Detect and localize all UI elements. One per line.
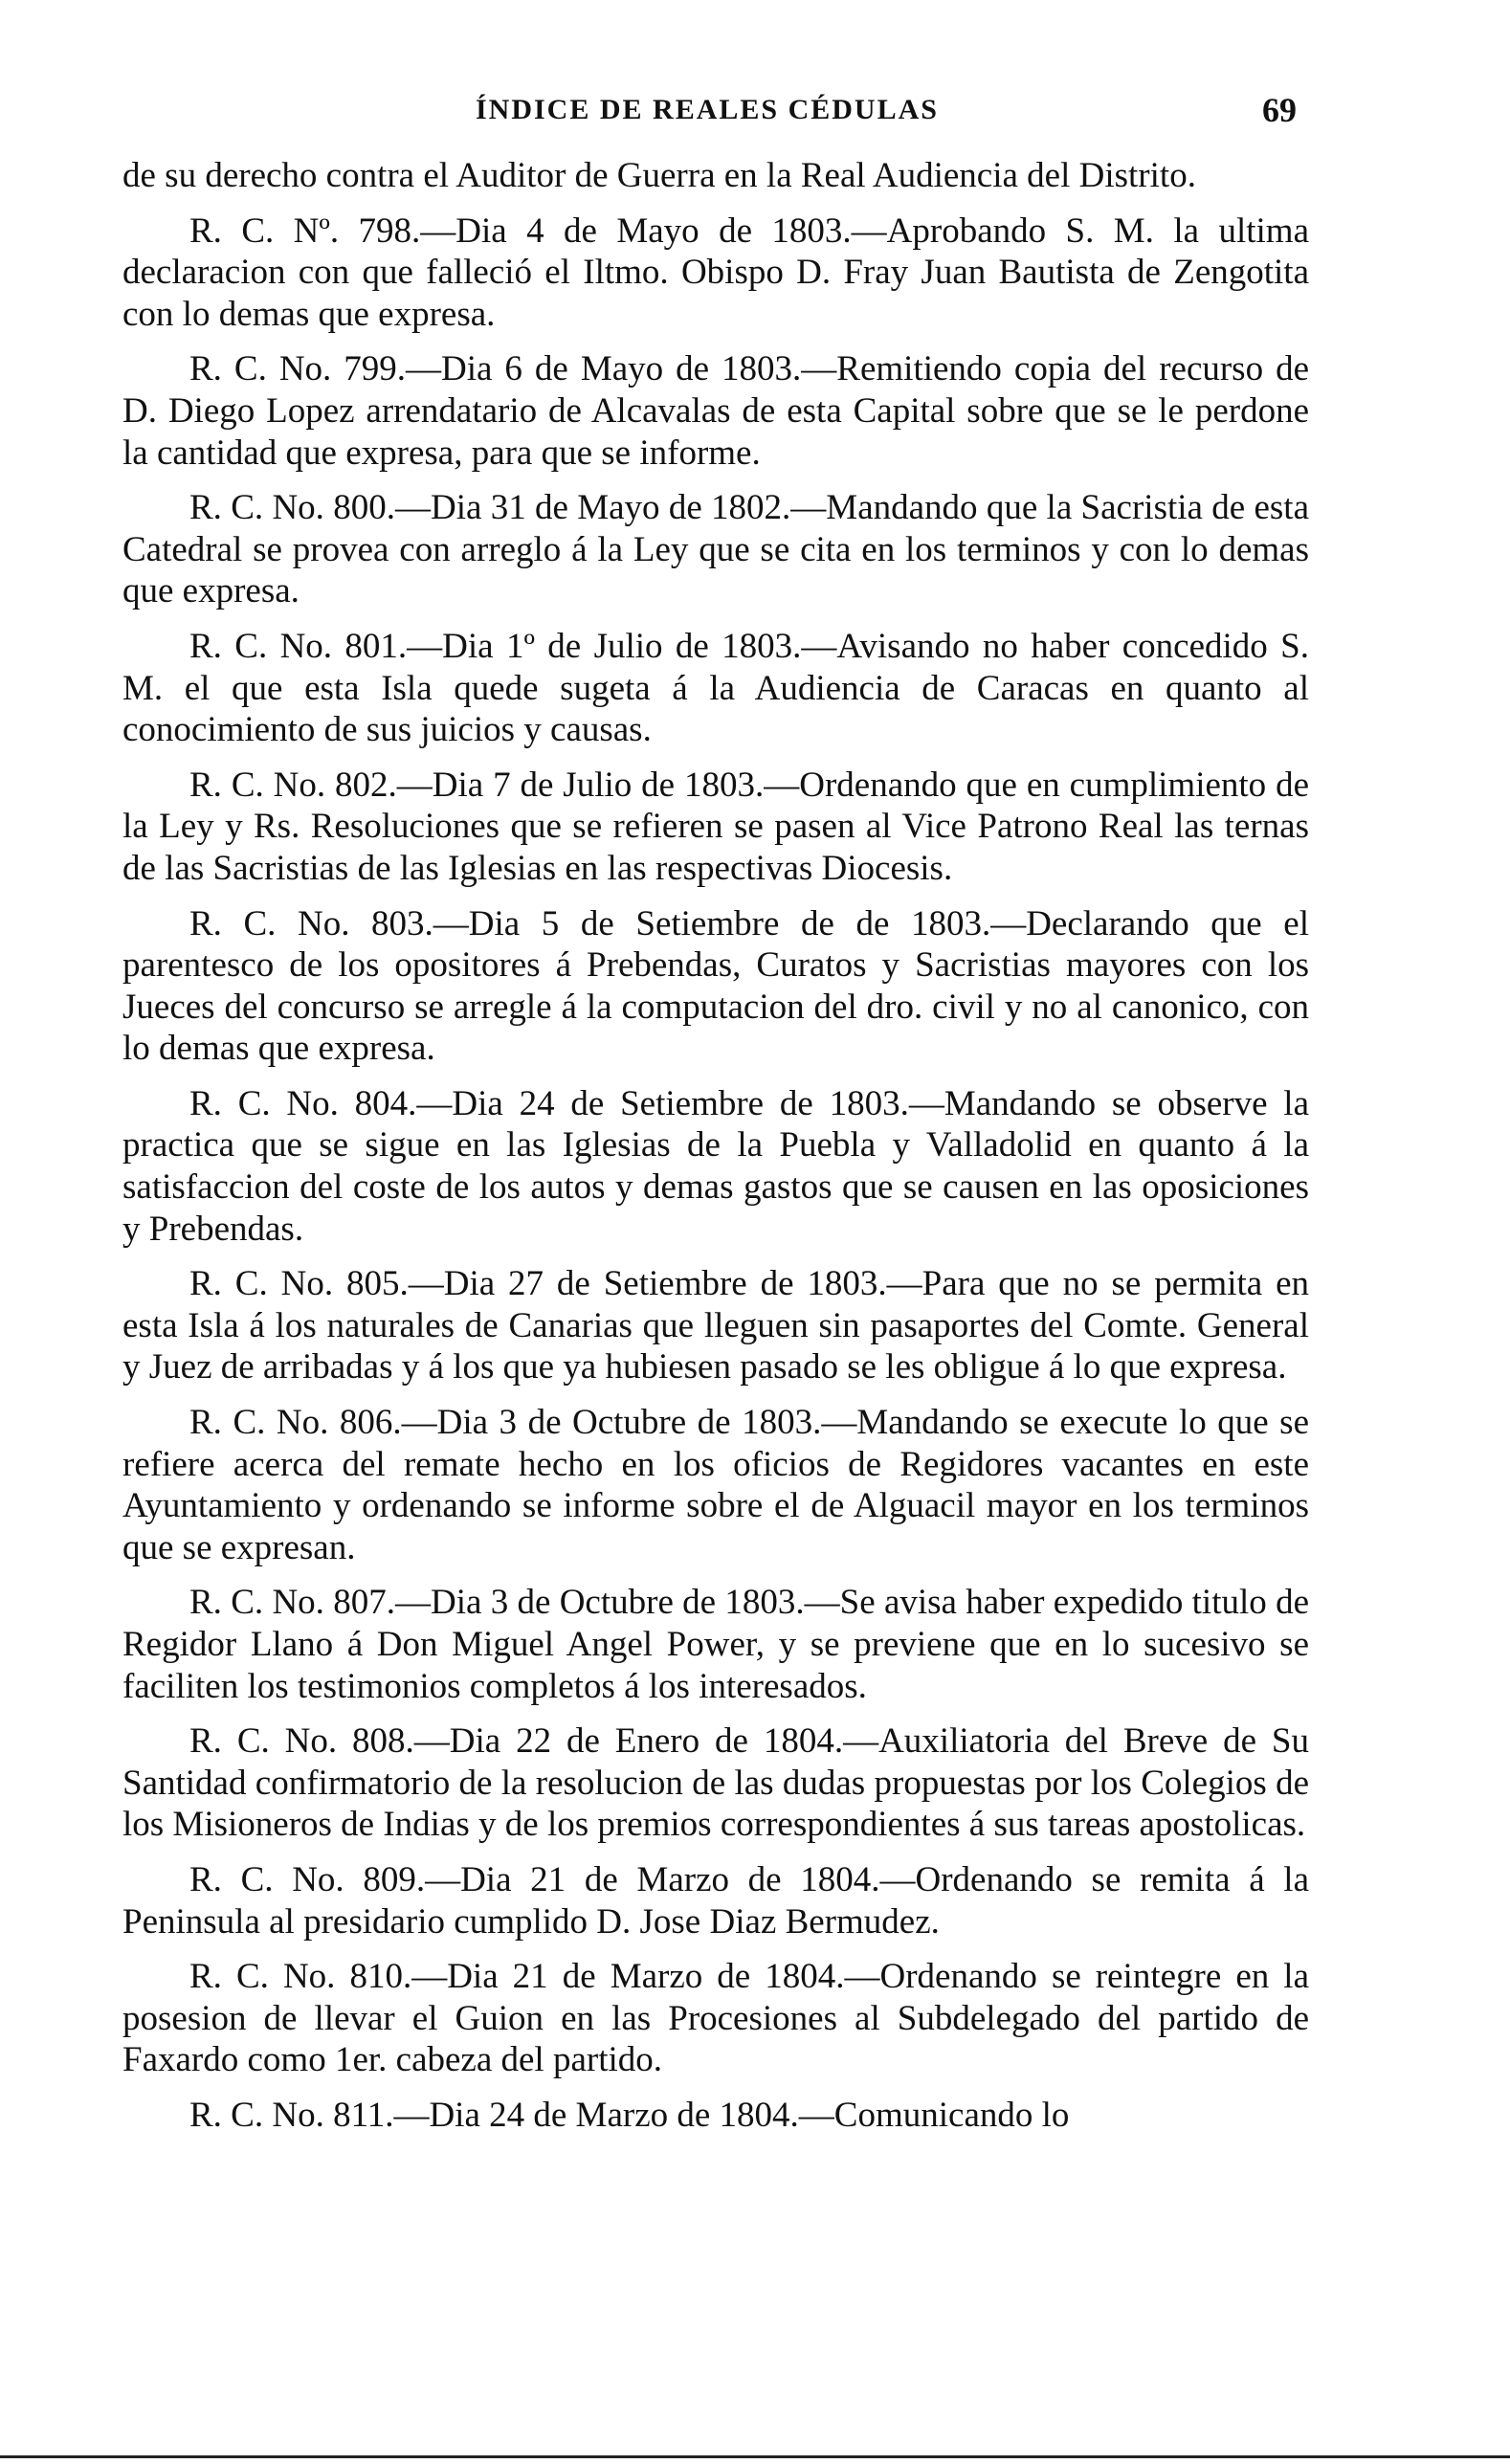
entry-798: R. C. Nº. 798.—Dia 4 de Mayo de 1803.—Aprobando S. M. la ultima declaracion con que falleció el Iltmo. Obispo D. Fray Juan Bautista de Zengotita con lo demas que expresa. [122,211,1309,334]
page-number: 69 [1262,91,1297,129]
entry-806: R. C. No. 806.—Dia 3 de Octubre de 1803.—Mandando se execute lo que se refiere acerca del remate hecho en los oficios de Regidores vacantes en este Ayuntamiento y ordenando se informe sobre el de Alguacil mayor en los terminos que se expresan. [122,1403,1309,1567]
running-title: ÍNDICE DE REALES CÉDULAS [476,94,939,125]
entry-805: R. C. No. 805.—Dia 27 de Setiembre de 1803.—Para que no se permita en esta Isla á los naturales de Canarias que lleguen sin pasaportes del Comte. General y Juez de arribadas y á los que ya hubiesen pasado se les obligue á lo que expresa. [122,1264,1309,1387]
entry-809: R. C. No. 809.—Dia 21 de Marzo de 1804.—Ordenando se remita á la Peninsula al presidario cumplido D. Jose Diaz Bermudez. [122,1859,1309,1942]
entry-811: R. C. No. 811.—Dia 24 de Marzo de 1804.—Comunicando lo [189,2095,1070,2135]
entry-808: R. C. No. 808.—Dia 22 de Enero de 1804.—Auxiliatoria del Breve de Su Santidad confirmatorio de la resolucion de las dudas propuestas por los Colegios de los Misioneros de Indias y de los premios correspondientes á sus tareas apostolicas. [122,1721,1309,1845]
page-header [120,91,1297,142]
bottom-rule [0,2455,1510,2458]
entry-803: R. C. No. 803.—Dia 5 de Setiembre de de 1803.—Declarando que el parentesco de los opositores á Prebendas, Curatos y Sacristias mayores con los Jueces del concurso se arregle á la computacion del dro. civil y no al canonico, con lo demas que expresa. [122,903,1309,1069]
paragraph-continuation: de su derecho contra el Auditor de Guerra en la Real Audiencia del Distrito. [122,156,1196,195]
entry-807: R. C. No. 807.—Dia 3 de Octubre de 1803.—Se avisa haber expedido titulo de Regidor Llano á Don Miguel Angel Power, y se previene que en lo sucesivo se faciliten los testimonios completos á los interesados. [122,1583,1309,1706]
entry-799: R. C. No. 799.—Dia 6 de Mayo de 1803.—Remitiendo copia del recurso de D. Diego Lopez arrendatario de Alcavalas de esta Capital sobre que se le perdone la cantidad que expresa, para que se informe. [122,349,1309,473]
entry-800: R. C. No. 800.—Dia 31 de Mayo de 1802.—Mandando que la Sacristia de esta Catedral se provea con arreglo á la Ley que se cita en los terminos y con lo demas que expresa. [122,488,1309,611]
entry-810: R. C. No. 810.—Dia 21 de Marzo de 1804.—Ordenando se reintegre en la posesion de llevar el Guion en las Procesiones al Subdelegado del partido de Faxardo como 1er. cabeza del partido. [122,1957,1309,2080]
entry-801: R. C. No. 801.—Dia 1º de Julio de 1803.—Avisando no haber concedido S. M. el que esta Isla quede sugeta á la Audiencia de Caracas en quanto al conocimiento de sus juicios y causas. [122,626,1309,750]
entry-804: R. C. No. 804.—Dia 24 de Setiembre de 1803.—Mandando se observe la practica que se sigue en las Iglesias de la Puebla y Valladolid en quanto á la satisfaccion del coste de los autos y demas gastos que se causen en las oposiciones y Prebendas. [122,1083,1309,1249]
entry-802: R. C. No. 802.—Dia 7 de Julio de 1803.—Ordenando que en cumplimiento de la Ley y Rs. Resoluciones que se refieren se pasen al Vice Patrono Real las ternas de las Sacristias de las Iglesias en las respectivas Diocesis. [122,765,1309,888]
body-text [122,155,1309,2150]
